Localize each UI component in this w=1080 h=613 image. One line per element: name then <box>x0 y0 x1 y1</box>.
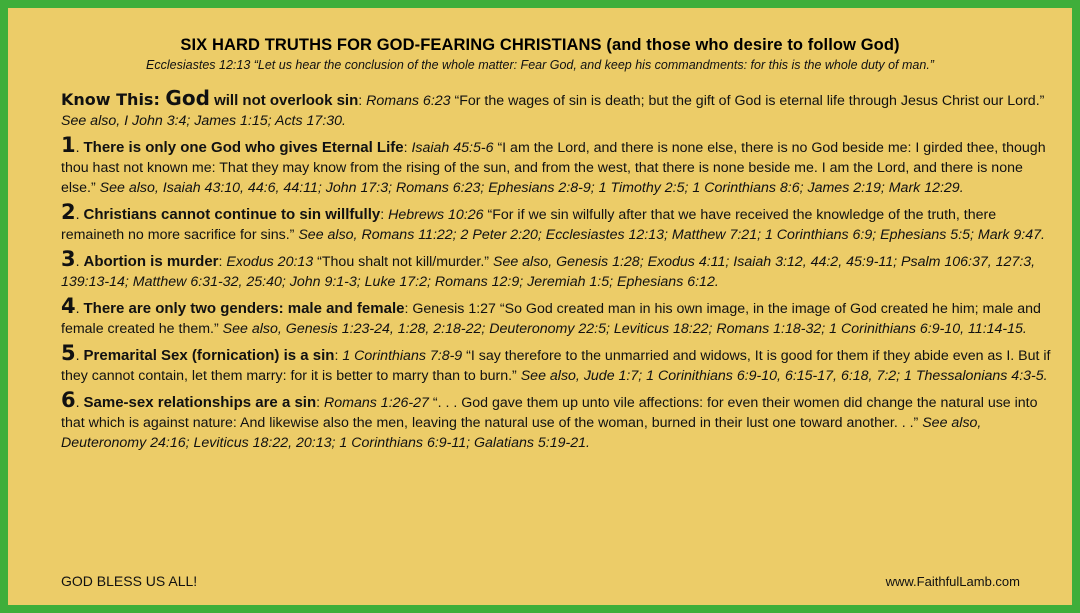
truth-number: 2 <box>61 200 76 224</box>
truth-see-also-label: See also, <box>492 254 557 270</box>
truth-see-also-refs: Romans 11:22; 2 Peter 2:20; Ecclesiastes 12:13; Matthew 7:21; 1 Corinthians 6:9; Ephesians 5:5; Mark 9:47. <box>361 227 1045 243</box>
page-title: SIX HARD TRUTHS FOR GOD-FEARING CHRISTIANS (and those who desire to follow God) <box>180 36 900 54</box>
truth-1 <box>61 133 1061 198</box>
truth-colon: : <box>218 254 227 270</box>
truth-see-also-refs: Genesis 1:23-24, 1:28, 2:18-22; Deuteronomy 22:5; Leviticus 18:22; Romans 1:18-32; 1 Corinithians 6:9-10, 11:14-15. <box>285 321 1027 337</box>
truth-4 <box>61 294 1061 339</box>
truth-sep: . <box>75 140 84 156</box>
truth-heading: Christians cannot continue to sin willfully <box>83 206 381 223</box>
truth-sep: . <box>75 301 84 317</box>
truth-3 <box>61 247 1061 292</box>
truth-see-also-refs: Isaiah 43:10, 44:6, 44:11; John 17:3; Romans 6:23; Ephesians 2:8-9; 1 Timothy 2:5; 1 Corinthians 8:6; James 2:19; Mark 12:29. <box>162 180 964 196</box>
truth-colon: : <box>404 301 413 317</box>
truth-sep: . <box>75 254 84 270</box>
know-see-also-label: See also, <box>61 113 125 129</box>
truth-number: 6 <box>61 388 76 412</box>
truth-sep: . <box>75 348 84 364</box>
truth-see-also-label: See also, <box>99 180 163 196</box>
know-see-also-refs: I John 3:4; James 1:15; Acts 17:30. <box>124 113 346 129</box>
truth-number: 1 <box>61 133 76 157</box>
truth-number: 3 <box>61 247 76 271</box>
tract-card <box>8 8 1072 605</box>
know-prefix: Know This: <box>61 90 166 109</box>
know-god: God <box>165 86 210 110</box>
truth-colon: : <box>316 395 325 411</box>
truth-heading: There is only one God who gives Eternal Life <box>83 139 404 156</box>
truth-quote: Genesis 1:27 “So God created man in his own image, in the image of God created he him; male and female created he them.” <box>61 301 1041 337</box>
truth-heading: Abortion is murder <box>83 253 219 270</box>
page-subtitle: Ecclesiastes 12:13 “Let us hear the conclusion of the whole matter: Fear God, and keep his commandments: for this is the whole duty of man.” <box>146 58 934 72</box>
know-heading: will not overlook sin <box>209 92 359 109</box>
truth-reference: 1 Corinthians 7:8-9 <box>342 348 463 364</box>
truth-reference: Hebrews 10:26 <box>388 207 484 223</box>
truth-see-also-refs: Jude 1:7; 1 Corinithians 6:9-10, 6:15-17, 6:18, 7:2; 1 Thessalonians 4:3-5. <box>583 368 1048 384</box>
know-colon: : <box>358 93 367 109</box>
know-this-paragraph <box>61 88 1061 131</box>
truth-see-also-label: See also, <box>520 368 584 384</box>
truth-heading: There are only two genders: male and female <box>83 300 405 317</box>
truth-heading: Premarital Sex (fornication) is a sin <box>83 347 335 364</box>
truth-colon: : <box>403 140 412 156</box>
truths-body <box>61 88 1061 458</box>
truth-sep: . <box>75 395 84 411</box>
truth-sep: . <box>75 207 84 223</box>
truth-colon: : <box>380 207 389 223</box>
truth-6 <box>61 388 1061 453</box>
truth-reference: Isaiah 45:5-6 <box>411 140 494 156</box>
truth-see-also-label: See also, <box>298 227 362 243</box>
truth-see-also-label: See also, <box>222 321 286 337</box>
truth-see-also-refs: Deuteronomy 24:16; Leviticus 18:22, 20:13; 1 Corinthians 6:9-11; Galatians 5:19-21. <box>61 435 590 451</box>
truth-2 <box>61 200 1061 245</box>
truth-quote: “For if we sin wilfully after that we have received the knowledge of the truth, there remaineth no more sacrifice for sins.” <box>61 207 997 243</box>
website-link[interactable]: www.FaithfulLamb.com <box>885 574 1020 589</box>
know-reference: Romans 6:23 <box>366 93 451 109</box>
truth-quote: “Thou shalt not kill/murder.” <box>313 254 493 270</box>
truth-quote: “. . . God gave them up unto vile affections: for even their women did change the natural use into that which is against nature: And likewise also the men, leaving the natural use of the woman, burned in their lust one toward another. . .” <box>61 395 1038 431</box>
truth-number: 5 <box>61 341 76 365</box>
truth-colon: : <box>334 348 343 364</box>
truth-heading: Same-sex relationships are a sin <box>83 394 317 411</box>
blessing-text: GOD BLESS US ALL! <box>61 573 198 589</box>
truth-see-also-refs: Genesis 1:28; Exodus 4:11; Isaiah 3:12, 44:2, 45:9-11; Psalm 106:37, 127:3, 139:13-14; Matthew 6:31-32, 25:40; John 9:1-3; Luke 17:2; Romans 12:9; Jeremiah 1:5; Ephesians 6:12. <box>61 254 1036 290</box>
truth-number: 4 <box>61 294 76 318</box>
truth-5 <box>61 341 1061 386</box>
truth-quote: “I say therefore to the unmarried and widows, It is good for them if they abide even as I. But if they cannot contain, let them marry: for it is better to marry than to burn.” <box>61 348 1051 384</box>
truth-see-also-label: See also, <box>922 415 982 431</box>
truth-quote: “I am the Lord, and there is none else, there is no God beside me: I girded thee, though thou hast not known me: That they may know from the rising of the sun, and from the west, that there is none beside me. I am the Lord, and there is none else.” <box>61 140 1046 196</box>
truth-reference: Exodus 20:13 <box>226 254 314 270</box>
truth-reference: Romans 1:26-27 <box>324 395 429 411</box>
know-quote: “For the wages of sin is death; but the gift of God is eternal life through Jesus Christ our Lord.” <box>450 93 1045 109</box>
